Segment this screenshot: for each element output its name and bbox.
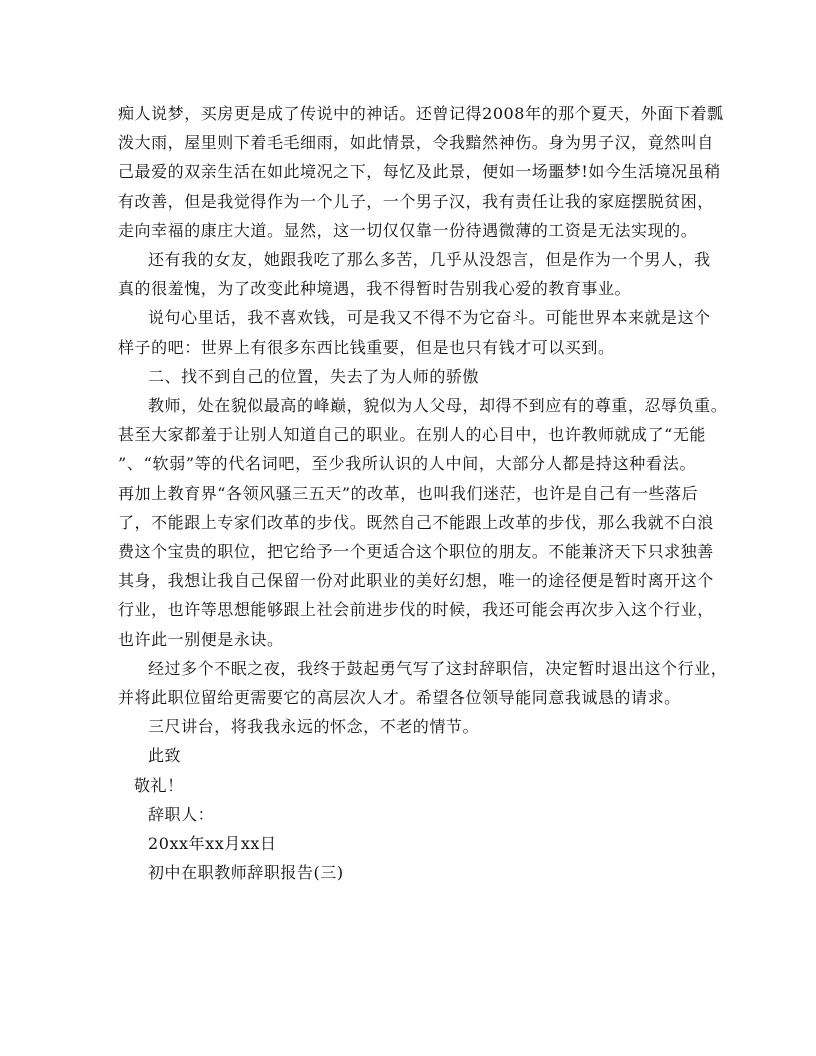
text-line: 有改善，但是我觉得作为一个儿子，一个男子汉，我有责任让我的家庭摆脱贫困， bbox=[118, 191, 714, 211]
text-line: 行业，也许等思想能够跟上社会前进步伐的时候，我还可能会再次步入这个行业， bbox=[118, 600, 714, 620]
text-line: 再加上教育界“各领风骚三五天”的改革，也叫我们迷茫，也许是自己有一些落后 bbox=[118, 483, 699, 503]
text-line: 样子的吧：世界上有很多东西比钱重要，但是也只有钱才可以买到。 bbox=[118, 337, 615, 357]
document-body bbox=[118, 99, 728, 887]
paragraph-start-line: 教师，处在貌似最高的峰巅，貌似为人父母，却得不到应有的尊重，忍辱负重。 bbox=[148, 396, 728, 416]
closing-sentence: 三尺讲台，将我我永远的怀念，不老的情节。 bbox=[148, 717, 480, 737]
date-line: 20xx年xx月xx日 bbox=[148, 834, 277, 854]
next-report-title: 初中在职教师辞职报告(三) bbox=[148, 863, 344, 883]
salutation-line: 此致 bbox=[148, 746, 182, 766]
salutation-line: 敬礼！ bbox=[134, 775, 184, 795]
text-line: ”、“软弱”等的代名词吧，至少我所认识的人中间，大部分人都是持这种看法。 bbox=[118, 454, 696, 474]
paragraph-start-line: 还有我的女友，她跟我吃了那么多苦，几乎从没怨言，但是作为一个男人，我 bbox=[148, 250, 711, 270]
text-line: 己最爱的双亲生活在如此境况之下，每忆及此景，便如一场噩梦!如今生活境况虽稍 bbox=[118, 162, 721, 182]
text-line: 走向幸福的康庄大道。显然，这一切仅仅靠一份待遇微薄的工资是无法实现的。 bbox=[118, 220, 698, 240]
text-line: 费这个宝贵的职位，把它给予一个更适合这个职位的朋友。不能兼济天下只求独善 bbox=[118, 542, 714, 562]
section-heading: 二、找不到自己的位置，失去了为人师的骄傲 bbox=[148, 366, 480, 386]
text-line: 泼大雨，屋里则下着毛毛细雨，如此情景，令我黯然神伤。身为男子汉，竟然叫自 bbox=[118, 133, 714, 153]
paragraph-start-line: 经过多个不眠之夜，我终于鼓起勇气写了这封辞职信，决定暂时退出这个行业， bbox=[148, 658, 728, 678]
signature-label: 辞职人： bbox=[148, 804, 215, 824]
text-line: 并将此职位留给更需要它的高层次人才。希望各位领导能同意我诚恳的请求。 bbox=[118, 688, 681, 708]
text-line: 其身，我想让我自己保留一份对此职业的美好幻想，唯一的途径便是暂时离开这个 bbox=[118, 571, 714, 591]
text-line: 也许此一别便是永诀。 bbox=[118, 629, 284, 649]
paragraph-start-line: 说句心里话，我不喜欢钱，可是我又不得不为它奋斗。可能世界本来就是这个 bbox=[148, 308, 711, 328]
text-line: 痴人说梦，买房更是成了传说中的神话。还曾记得2008年的那个夏天，外面下着瓢 bbox=[118, 104, 724, 123]
text-line: 了，不能跟上专家们改革的步伐。既然自己不能跟上改革的步伐，那么我就不白浪 bbox=[118, 512, 714, 532]
text-line: 真的很羞愧，为了改变此种境遇，我不得暂时告别我心爱的教育事业。 bbox=[118, 279, 632, 299]
text-line: 甚至大家都羞于让别人知道自己的职业。在别人的心目中，也许教师就成了“无能 bbox=[118, 425, 706, 445]
